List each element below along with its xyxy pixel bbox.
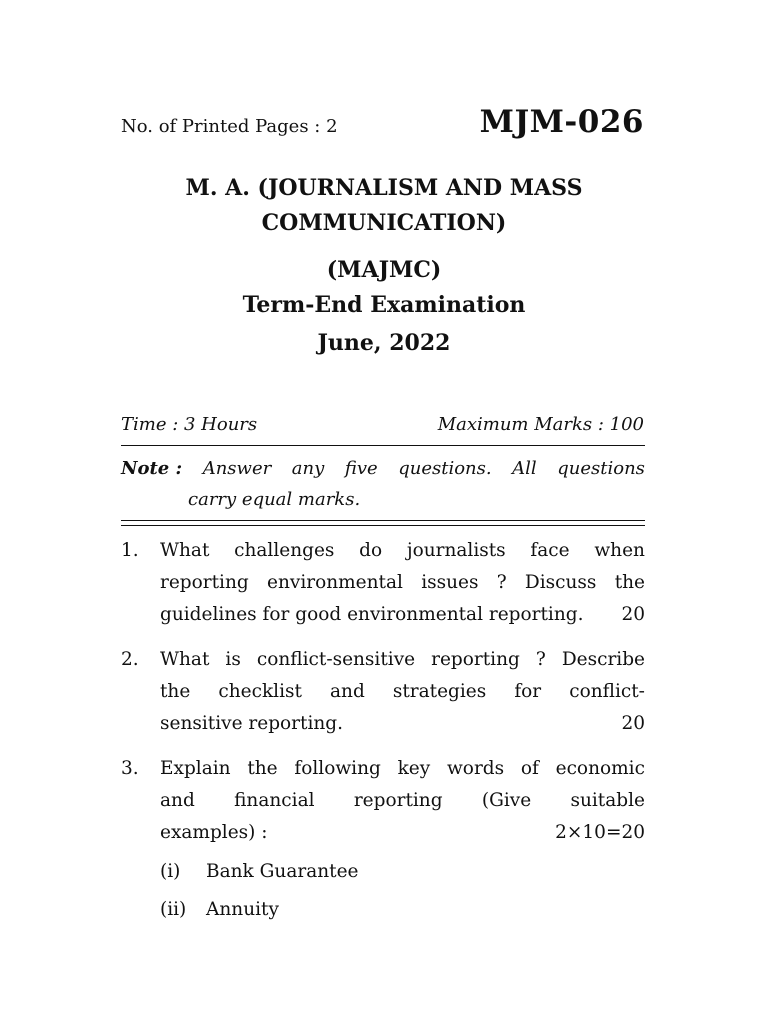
word: when — [594, 540, 645, 561]
word: the — [247, 758, 278, 779]
word: words — [446, 758, 505, 779]
question-last-line — [160, 599, 645, 631]
double-divider-bottom — [121, 525, 645, 526]
note-word: questions — [557, 458, 645, 479]
word: What — [160, 649, 210, 670]
word: issues — [421, 572, 479, 593]
word: Explain — [160, 758, 231, 779]
sub-item-numeral: (i) — [160, 861, 181, 882]
word: (Give — [481, 790, 532, 811]
word: do — [359, 540, 383, 561]
word: reporting — [353, 790, 443, 811]
question-text: examples) : — [160, 822, 268, 843]
printed-pages-count: No. of Printed Pages : 2 — [121, 116, 338, 137]
question-number: 3. — [121, 758, 139, 779]
word: and — [330, 681, 365, 702]
note-label: Note : — [121, 458, 183, 479]
note-word: any — [291, 458, 325, 479]
question-last-line — [160, 708, 645, 740]
double-divider-top — [121, 520, 645, 521]
question-2 — [121, 644, 645, 740]
word: reporting — [431, 649, 520, 670]
question-text: guidelines for good environmental reporting. — [160, 604, 584, 625]
word: key — [397, 758, 431, 779]
exam-name: Term-End Examination — [242, 292, 526, 318]
word: of — [520, 758, 539, 779]
course-title-line1: M. A. (JOURNALISM AND MASS — [185, 175, 583, 201]
word: conflict- — [569, 681, 645, 702]
word: checklist — [218, 681, 302, 702]
time-allowed: Time : 3 Hours — [121, 414, 258, 435]
word: challenges — [234, 540, 335, 561]
word: What — [160, 540, 210, 561]
question-1 — [121, 535, 645, 631]
word: journalists — [406, 540, 506, 561]
sub-item-1 — [160, 861, 358, 882]
word: financial — [234, 790, 315, 811]
question-number: 1. — [121, 540, 139, 561]
question-3 — [121, 753, 645, 849]
word: and — [160, 790, 195, 811]
word: Describe — [561, 649, 645, 670]
word: strategies — [392, 681, 487, 702]
divider — [121, 445, 645, 446]
note-word: questions. — [398, 458, 492, 479]
word: for — [514, 681, 542, 702]
word: the — [614, 572, 645, 593]
exam-session: June, 2022 — [317, 330, 451, 356]
word: is — [225, 649, 241, 670]
word: ? — [496, 572, 507, 593]
note-word: All — [512, 458, 537, 479]
question-line — [160, 644, 645, 676]
course-title-line2: COMMUNICATION) — [261, 210, 507, 236]
word: Discuss — [524, 572, 597, 593]
word: economic — [555, 758, 645, 779]
maximum-marks: Maximum Marks : 100 — [437, 414, 644, 435]
word: conflict-sensitive — [256, 649, 416, 670]
word: reporting — [160, 572, 249, 593]
question-line — [160, 535, 645, 567]
sub-item-numeral: (ii) — [160, 899, 187, 920]
paper-code: MJM-026 — [479, 104, 644, 140]
question-line — [160, 676, 645, 708]
question-line — [160, 785, 645, 817]
sub-item-text: Annuity — [206, 899, 279, 920]
note-line1 — [121, 453, 645, 484]
sub-item-text: Bank Guarantee — [206, 861, 359, 882]
word: following — [294, 758, 381, 779]
question-line — [160, 753, 645, 785]
word: environmental — [267, 572, 403, 593]
note-line2: carry equal marks. — [188, 489, 361, 510]
question-text: sensitive reporting. — [160, 713, 344, 734]
programme-code: (MAJMC) — [326, 257, 442, 283]
question-line — [160, 567, 645, 599]
question-number: 2. — [121, 649, 139, 670]
note-block — [121, 453, 645, 515]
word: ? — [535, 649, 546, 670]
sub-item-2 — [160, 899, 279, 920]
question-last-line — [160, 817, 645, 849]
question-marks: 2×10=20 — [555, 822, 645, 843]
note-word: Answer — [202, 458, 272, 479]
word: suitable — [570, 790, 645, 811]
question-marks: 20 — [621, 713, 645, 734]
word: face — [530, 540, 570, 561]
note-word: five — [344, 458, 378, 479]
question-marks: 20 — [621, 604, 645, 625]
word: the — [160, 681, 191, 702]
